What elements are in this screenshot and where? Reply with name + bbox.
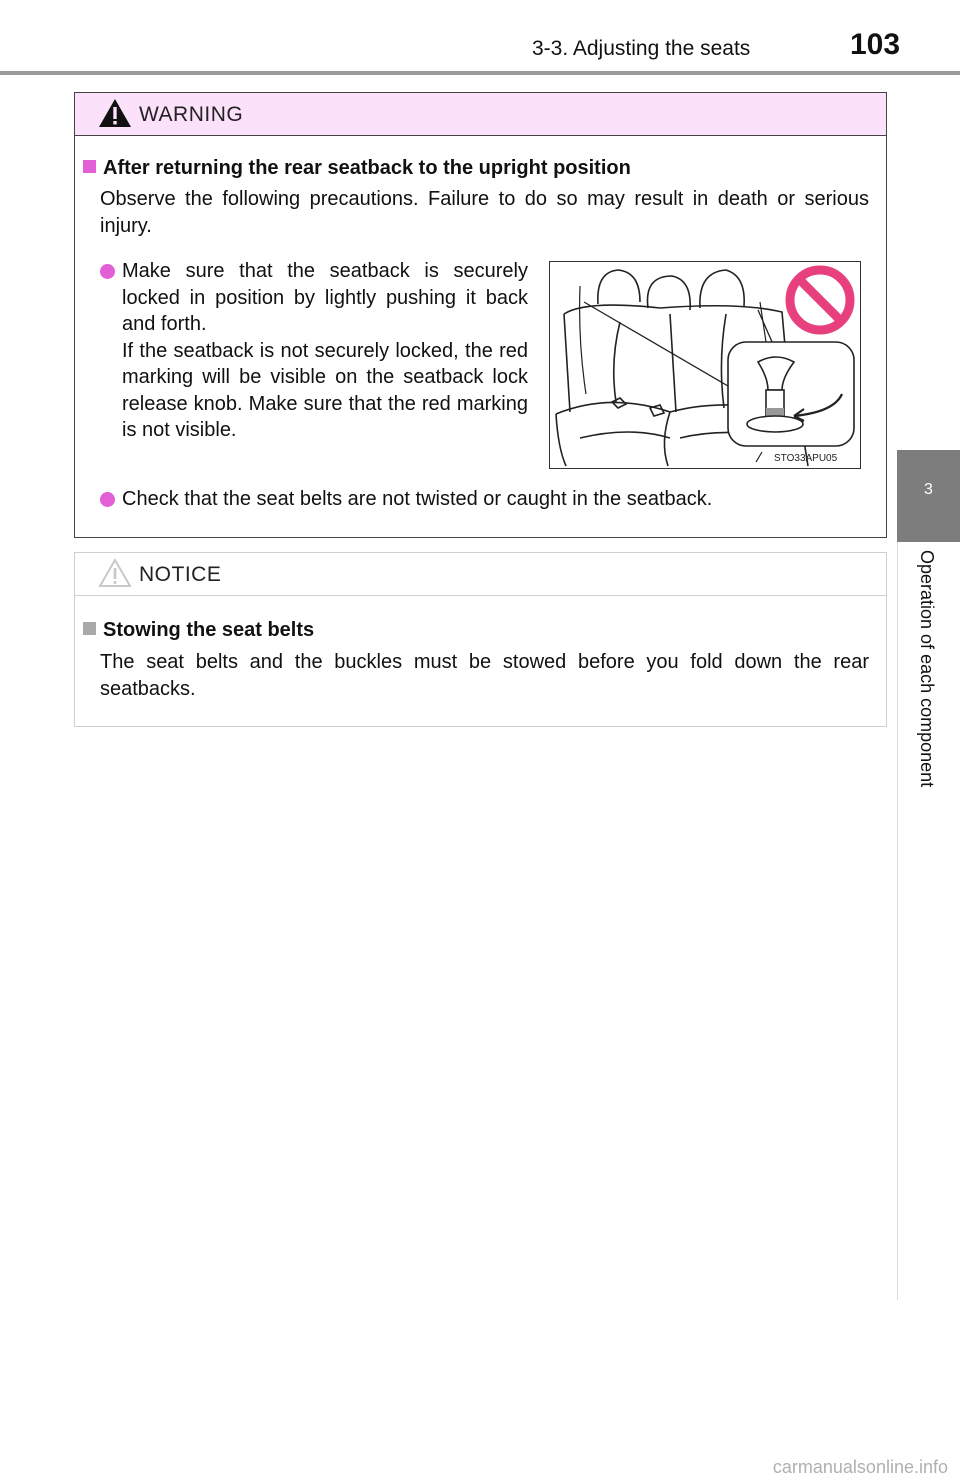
warning-bullet-2 bbox=[100, 486, 860, 513]
warning-heading bbox=[83, 157, 631, 180]
rear-seat-drawing bbox=[550, 262, 860, 468]
warning-box bbox=[74, 92, 887, 538]
header-rule bbox=[0, 71, 960, 75]
caution-triangle-icon bbox=[98, 558, 132, 588]
seatback-illustration bbox=[549, 261, 861, 469]
page-number: 103 bbox=[850, 28, 901, 61]
square-bullet-icon bbox=[83, 622, 96, 635]
warning-bullet-2-text: Check that the seat belts are not twisted or caught in the seatback. bbox=[122, 488, 713, 510]
prohibition-icon bbox=[790, 270, 850, 330]
notice-heading bbox=[83, 619, 314, 642]
warning-triangle-icon bbox=[98, 98, 132, 128]
bullet-dot-icon bbox=[100, 264, 115, 279]
notice-heading-text: Stowing the seat belts bbox=[103, 619, 315, 641]
notice-label: NOTICE bbox=[139, 563, 222, 586]
chapter-label: Operation of each component bbox=[917, 550, 937, 788]
square-bullet-icon bbox=[83, 160, 96, 173]
watermark: carmanualsonline.info bbox=[772, 1457, 948, 1477]
notice-body: The seat belts and the buckles must be stowed before you fold down the rear seatbacks. bbox=[100, 651, 869, 700]
warning-bullet-1-text-b: If the seatback is not securely locked, the red marking will be visible on the seatback lock release knob. Make sure that the red marking is not visible. bbox=[122, 339, 528, 441]
warning-heading-text: After returning the rear seatback to the upright position bbox=[103, 157, 631, 179]
bullet-dot-icon bbox=[100, 492, 115, 507]
warning-bullet-1-text: Make sure that the seatback is securely locked in position by lightly pushing it back and forth. bbox=[122, 260, 528, 335]
running-header-section: 3-3. Adjusting the seats bbox=[532, 37, 751, 60]
illustration-code: STO33APU05 bbox=[774, 453, 838, 464]
warning-intro: Observe the following precautions. Failure to do so may result in death or serious injury. bbox=[100, 188, 869, 237]
warning-label: WARNING bbox=[139, 103, 244, 126]
chapter-number: 3 bbox=[897, 450, 960, 542]
notice-box bbox=[74, 552, 887, 727]
warning-bullet-1 bbox=[100, 258, 528, 444]
notice-header bbox=[75, 553, 886, 596]
warning-header bbox=[75, 93, 886, 136]
